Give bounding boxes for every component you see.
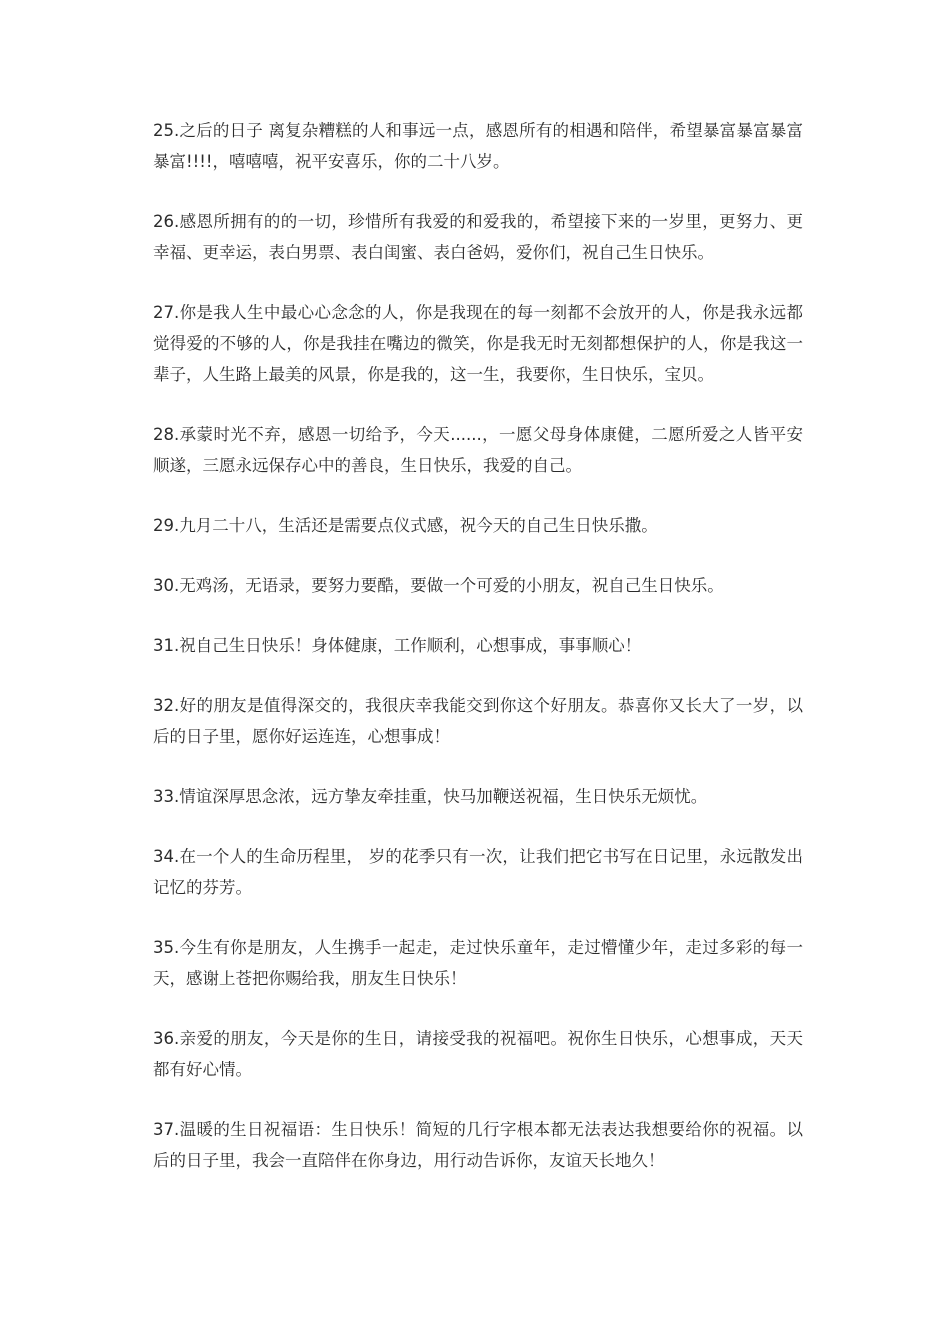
- list-item: 34.在一个人的生命历程里， 岁的花季只有一次，让我们把它书写在日记里，永远散发出记忆的芬芳。: [153, 847, 803, 897]
- list-item: 33.情谊深厚思念浓，远方挚友牵挂重，快马加鞭送祝福，生日快乐无烦忧。: [153, 787, 708, 806]
- list-item: 26.感恩所拥有的的一切，珍惜所有我爱的和爱我的，希望接下来的一岁里，更努力、更幸福、更幸运，表白男票、表白闺蜜、表白爸妈，爱你们，祝自己生日快乐。: [153, 212, 803, 262]
- list-item: 35.今生有你是朋友，人生携手一起走，走过快乐童年，走过懵懂少年，走过多彩的每一天，感谢上苍把你赐给我，朋友生日快乐！: [153, 938, 803, 988]
- list-item: 30.无鸡汤，无语录，要努力要酷，要做一个可爱的小朋友，祝自己生日快乐。: [153, 576, 724, 595]
- list-item: 36.亲爱的朋友，今天是你的生日，请接受我的祝福吧。祝你生日快乐，心想事成，天天都有好心情。: [153, 1029, 803, 1079]
- list-item: 27.你是我人生中最心心念念的人，你是我现在的每一刻都不会放开的人，你是我永远都觉得爱的不够的人，你是我挂在嘴边的微笑，你是我无时无刻都想保护的人，你是我这一辈子，人生路上最美的风景，你是我的，这一生，我要你，生日快乐，宝贝。: [153, 303, 803, 384]
- list-item: 29.九月二十八，生活还是需要点仪式感，祝今天的自己生日快乐撒。: [153, 516, 658, 535]
- document-body: [153, 115, 803, 1205]
- list-item: 31.祝自己生日快乐！身体健康，工作顺利，心想事成，事事顺心！: [153, 636, 642, 655]
- list-item: 28.承蒙时光不弃，感恩一切给予，今天......，一愿父母身体康健，二愿所爱之人皆平安顺遂，三愿永远保存心中的善良，生日快乐，我爱的自己。: [153, 425, 803, 475]
- list-item: 32.好的朋友是值得深交的，我很庆幸我能交到你这个好朋友。恭喜你又长大了一岁，以后的日子里，愿你好运连连，心想事成！: [153, 696, 803, 746]
- list-item: 25.之后的日子 离复杂糟糕的人和事远一点，感恩所有的相遇和陪伴，希望暴富暴富暴富暴富!!!!，嘻嘻嘻，祝平安喜乐，你的二十八岁。: [153, 121, 803, 171]
- list-item: 37.温暖的生日祝福语：生日快乐！简短的几行字根本都无法表达我想要给你的祝福。以后的日子里，我会一直陪伴在你身边，用行动告诉你，友谊天长地久！: [153, 1120, 803, 1170]
